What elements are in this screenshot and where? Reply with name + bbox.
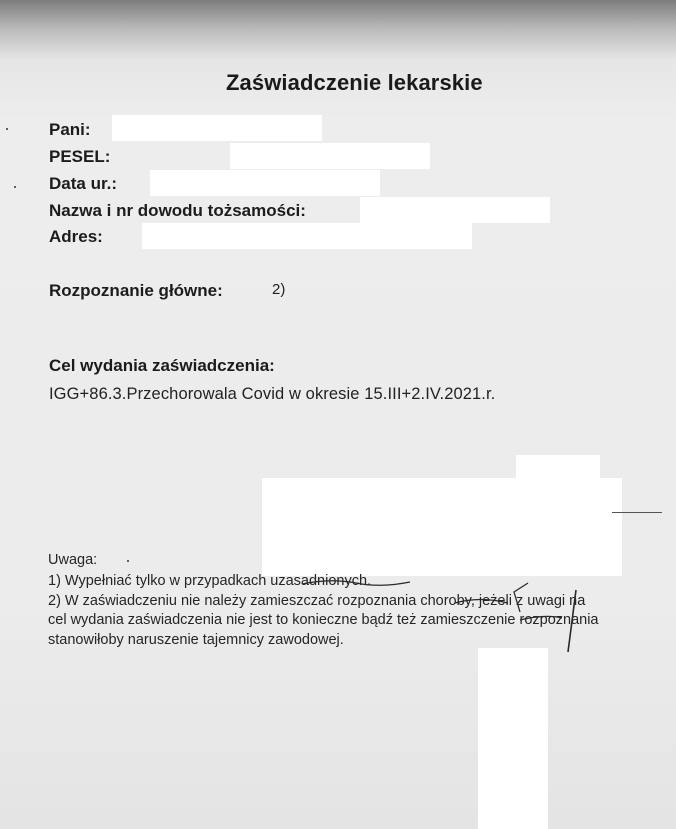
note-line-3: cel wydania zaświadczenia nie jest to konieczne bądź też zamieszczenie rozpoznania <box>48 612 599 628</box>
field-label-address: Adres: <box>49 227 103 246</box>
redaction-address <box>142 223 472 249</box>
field-label-id-document: Nazwa i nr dowodu tożsamości: <box>49 201 306 220</box>
purpose-label: Cel wydania zaświadczenia: <box>49 356 275 375</box>
diagnosis-value: 2) <box>272 281 286 298</box>
field-label-pani: Pani: <box>49 120 91 139</box>
redaction-signature <box>478 648 548 829</box>
signature-line <box>612 512 662 513</box>
diagnosis-label: Rozpoznanie główne: <box>49 281 223 300</box>
redaction-name <box>112 115 322 141</box>
note-line-1: 1) Wypełniać tylko w przypadkach uzasadnionych. <box>48 573 372 589</box>
redaction-pesel <box>230 143 430 169</box>
note-line-2: 2) W zaświadczeniu nie należy zamieszczać rozpoznania choroby, jeżeli z uwagi na <box>48 593 586 609</box>
scan-speck <box>14 186 16 188</box>
purpose-text: IGG+86.3.Przechorowala Covid w okresie 15.III+2.IV.2021.r. <box>49 385 496 403</box>
notes-heading: Uwaga: <box>48 552 98 568</box>
redaction-stamp <box>262 478 622 576</box>
note-line-4: stanowiłoby naruszenie tajemnicy zawodowej. <box>48 632 344 648</box>
field-label-birth-date: Data ur.: <box>49 174 118 193</box>
redaction-birth-date <box>150 170 380 196</box>
scan-speck <box>127 560 129 562</box>
scan-speck <box>6 128 8 130</box>
field-label-pesel: PESEL: <box>49 147 111 166</box>
redaction-id-document <box>360 197 550 223</box>
document-title: Zaświadczenie lekarskie <box>226 70 483 95</box>
